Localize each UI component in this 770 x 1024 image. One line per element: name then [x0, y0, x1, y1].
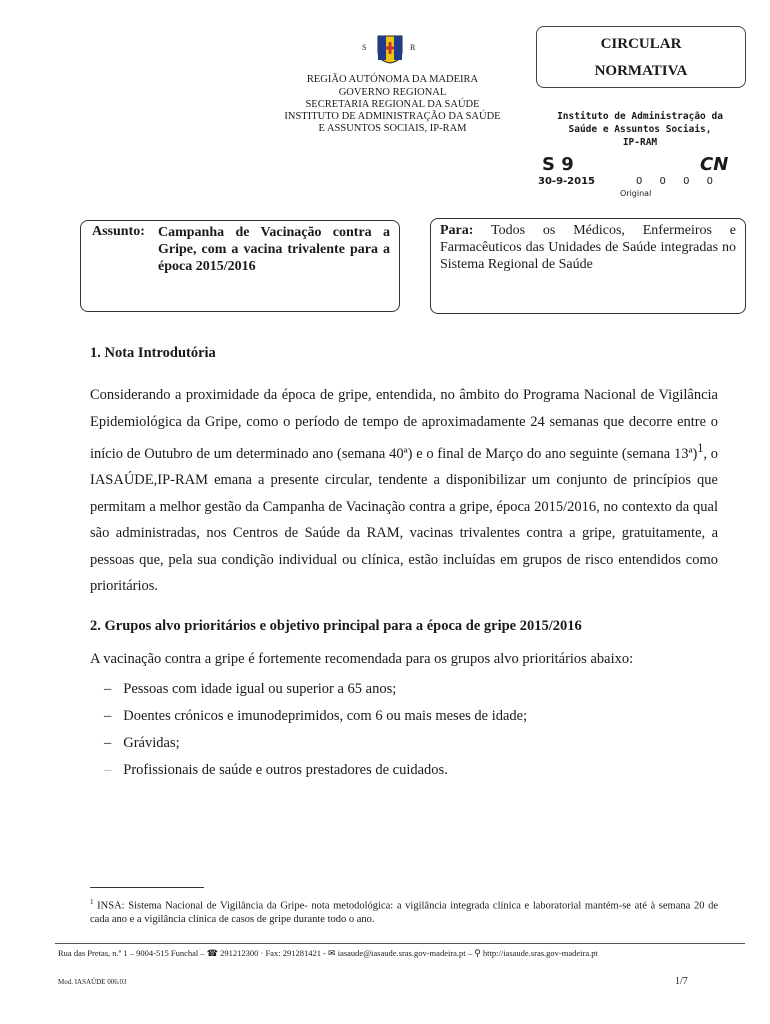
footnote-number: 1: [90, 898, 94, 906]
coat-of-arms-logo: [376, 34, 404, 64]
stamp-line-2: Saúde e Assuntos Sociais,: [568, 124, 712, 135]
section-1-heading: 1. Nota Introdutória: [90, 345, 216, 361]
email-icon: ✉: [328, 949, 336, 959]
list-item: – Doentes crónicos e imunodeprimidos, com 6 ou mais meses de idade;: [104, 703, 527, 730]
subject-text: Campanha de Vacinação contra a Gripe, com a vacina trivalente para a época 2015/2016: [158, 225, 390, 274]
crest-letter-r: R: [410, 43, 416, 52]
list-item: – Profissionais de saúde e outros prestadores de cuidados.: [104, 757, 527, 784]
footer-address: Rua das Pretas, n.º 1 – 9004-515 Funchal –: [58, 948, 205, 958]
footer-phone: 291212300: [220, 948, 259, 958]
region-title: REGIÃO AUTÓNOMA DA MADEIRA: [306, 74, 479, 85]
section-2-intro: A vacinação contra a gripe é fortemente recomendada para os grupos alvo prioritários abaixo:: [90, 651, 634, 667]
circular-label: CIRCULAR: [600, 36, 682, 52]
subject-label: Assunto:: [92, 224, 145, 239]
section-1-text-a: Considerando a proximidade da época de gripe, entendida, no âmbito do Programa Nacional de Vigilância Epidemiológica da Gripe, como o período de tempo de aproximadamente 24 semanas que decorre entre o início de Outubro de um determinado ano (semana 40ª) e o final de Março do ano seguinte (semana 13ª): [90, 387, 718, 462]
footer-divider: [55, 943, 745, 944]
crest-letter-s: S: [362, 43, 367, 52]
section-1-paragraph: [90, 382, 718, 600]
web-icon: ⚲: [474, 949, 481, 959]
circular-zeros: 0 0 0 0: [636, 176, 713, 187]
instituto-line-1: INSTITUTO DE ADMINISTRAÇÃO DA SAÚDE: [284, 111, 501, 122]
footer-contact: [58, 948, 746, 959]
government-line: GOVERNO REGIONAL: [338, 87, 447, 98]
circular-date: 30-9-2015: [538, 176, 596, 187]
footnote: [90, 896, 718, 926]
priority-groups-list: [104, 676, 527, 784]
footnote-divider: [90, 887, 204, 888]
stamp-line-1: Instituto de Administração da: [557, 111, 723, 122]
circular-number: S 9: [542, 154, 574, 175]
section-2-heading: 2. Grupos alvo prioritários e objetivo principal para a época de gripe 2015/2016: [90, 618, 582, 634]
normativa-label: NORMATIVA: [594, 63, 688, 79]
recipients-label: Para:: [440, 223, 474, 238]
recipients-text-block: [440, 222, 736, 273]
footer-email[interactable]: iasaude@iasaude.sras.gov-madeira.pt –: [337, 948, 473, 958]
footer-fax: · Fax: 291281421 -: [260, 948, 326, 958]
page-number: 1/7: [675, 976, 688, 987]
stamp-line-3: IP-RAM: [622, 137, 658, 148]
stamp-institute: [540, 110, 740, 149]
model-reference: Mod. IASAÚDE 006.03: [58, 978, 127, 986]
list-item: – Grávidas;: [104, 730, 527, 757]
footer-url[interactable]: http://iasaude.sras.gov-madeira.pt: [482, 948, 598, 958]
footnote-text: INSA: Sistema Nacional de Vigilância da Gripe- nota metodológica: a vigilância integrada clínica e laboratorial mantém-se até à semana 20 de cada ano e a vigilância clínica de casos de gripe durante todo o ano.: [90, 900, 718, 925]
list-item: – Pessoas com idade igual ou superior a 65 anos;: [104, 676, 527, 703]
instituto-line-2: E ASSUNTOS SOCIAIS, IP-RAM: [318, 123, 467, 134]
original-label: Original: [620, 189, 652, 198]
footnote-ref: 1: [697, 441, 704, 455]
section-1-text-b: , o IASAÚDE,IP-RAM emana a presente circular, tendente a disponibilizar um conjunto de princípios que permitam a melhor gestão da Campanha de Vacinação contra a gripe, época 2015/2016, no contexto da qual são administradas, nos Centros de Saúde da RAM, vacinas trivalentes contra a gripe, gratuitamente, a pessoas que, pela sua condição individual ou clínica, estão incluídas em grupos de risco entendidos como prioritários.: [90, 445, 719, 595]
secretaria-line: SECRETARIA REGIONAL DA SAÚDE: [305, 99, 480, 110]
recipients-text: Todos os Médicos, Enfermeiros e Farmacêuticos das Unidades de Saúde integradas no Sistema Regional de Saúde: [440, 223, 736, 272]
circular-type-box: [536, 26, 746, 88]
phone-icon: ☎: [206, 949, 218, 959]
circular-code: CN: [700, 154, 729, 175]
